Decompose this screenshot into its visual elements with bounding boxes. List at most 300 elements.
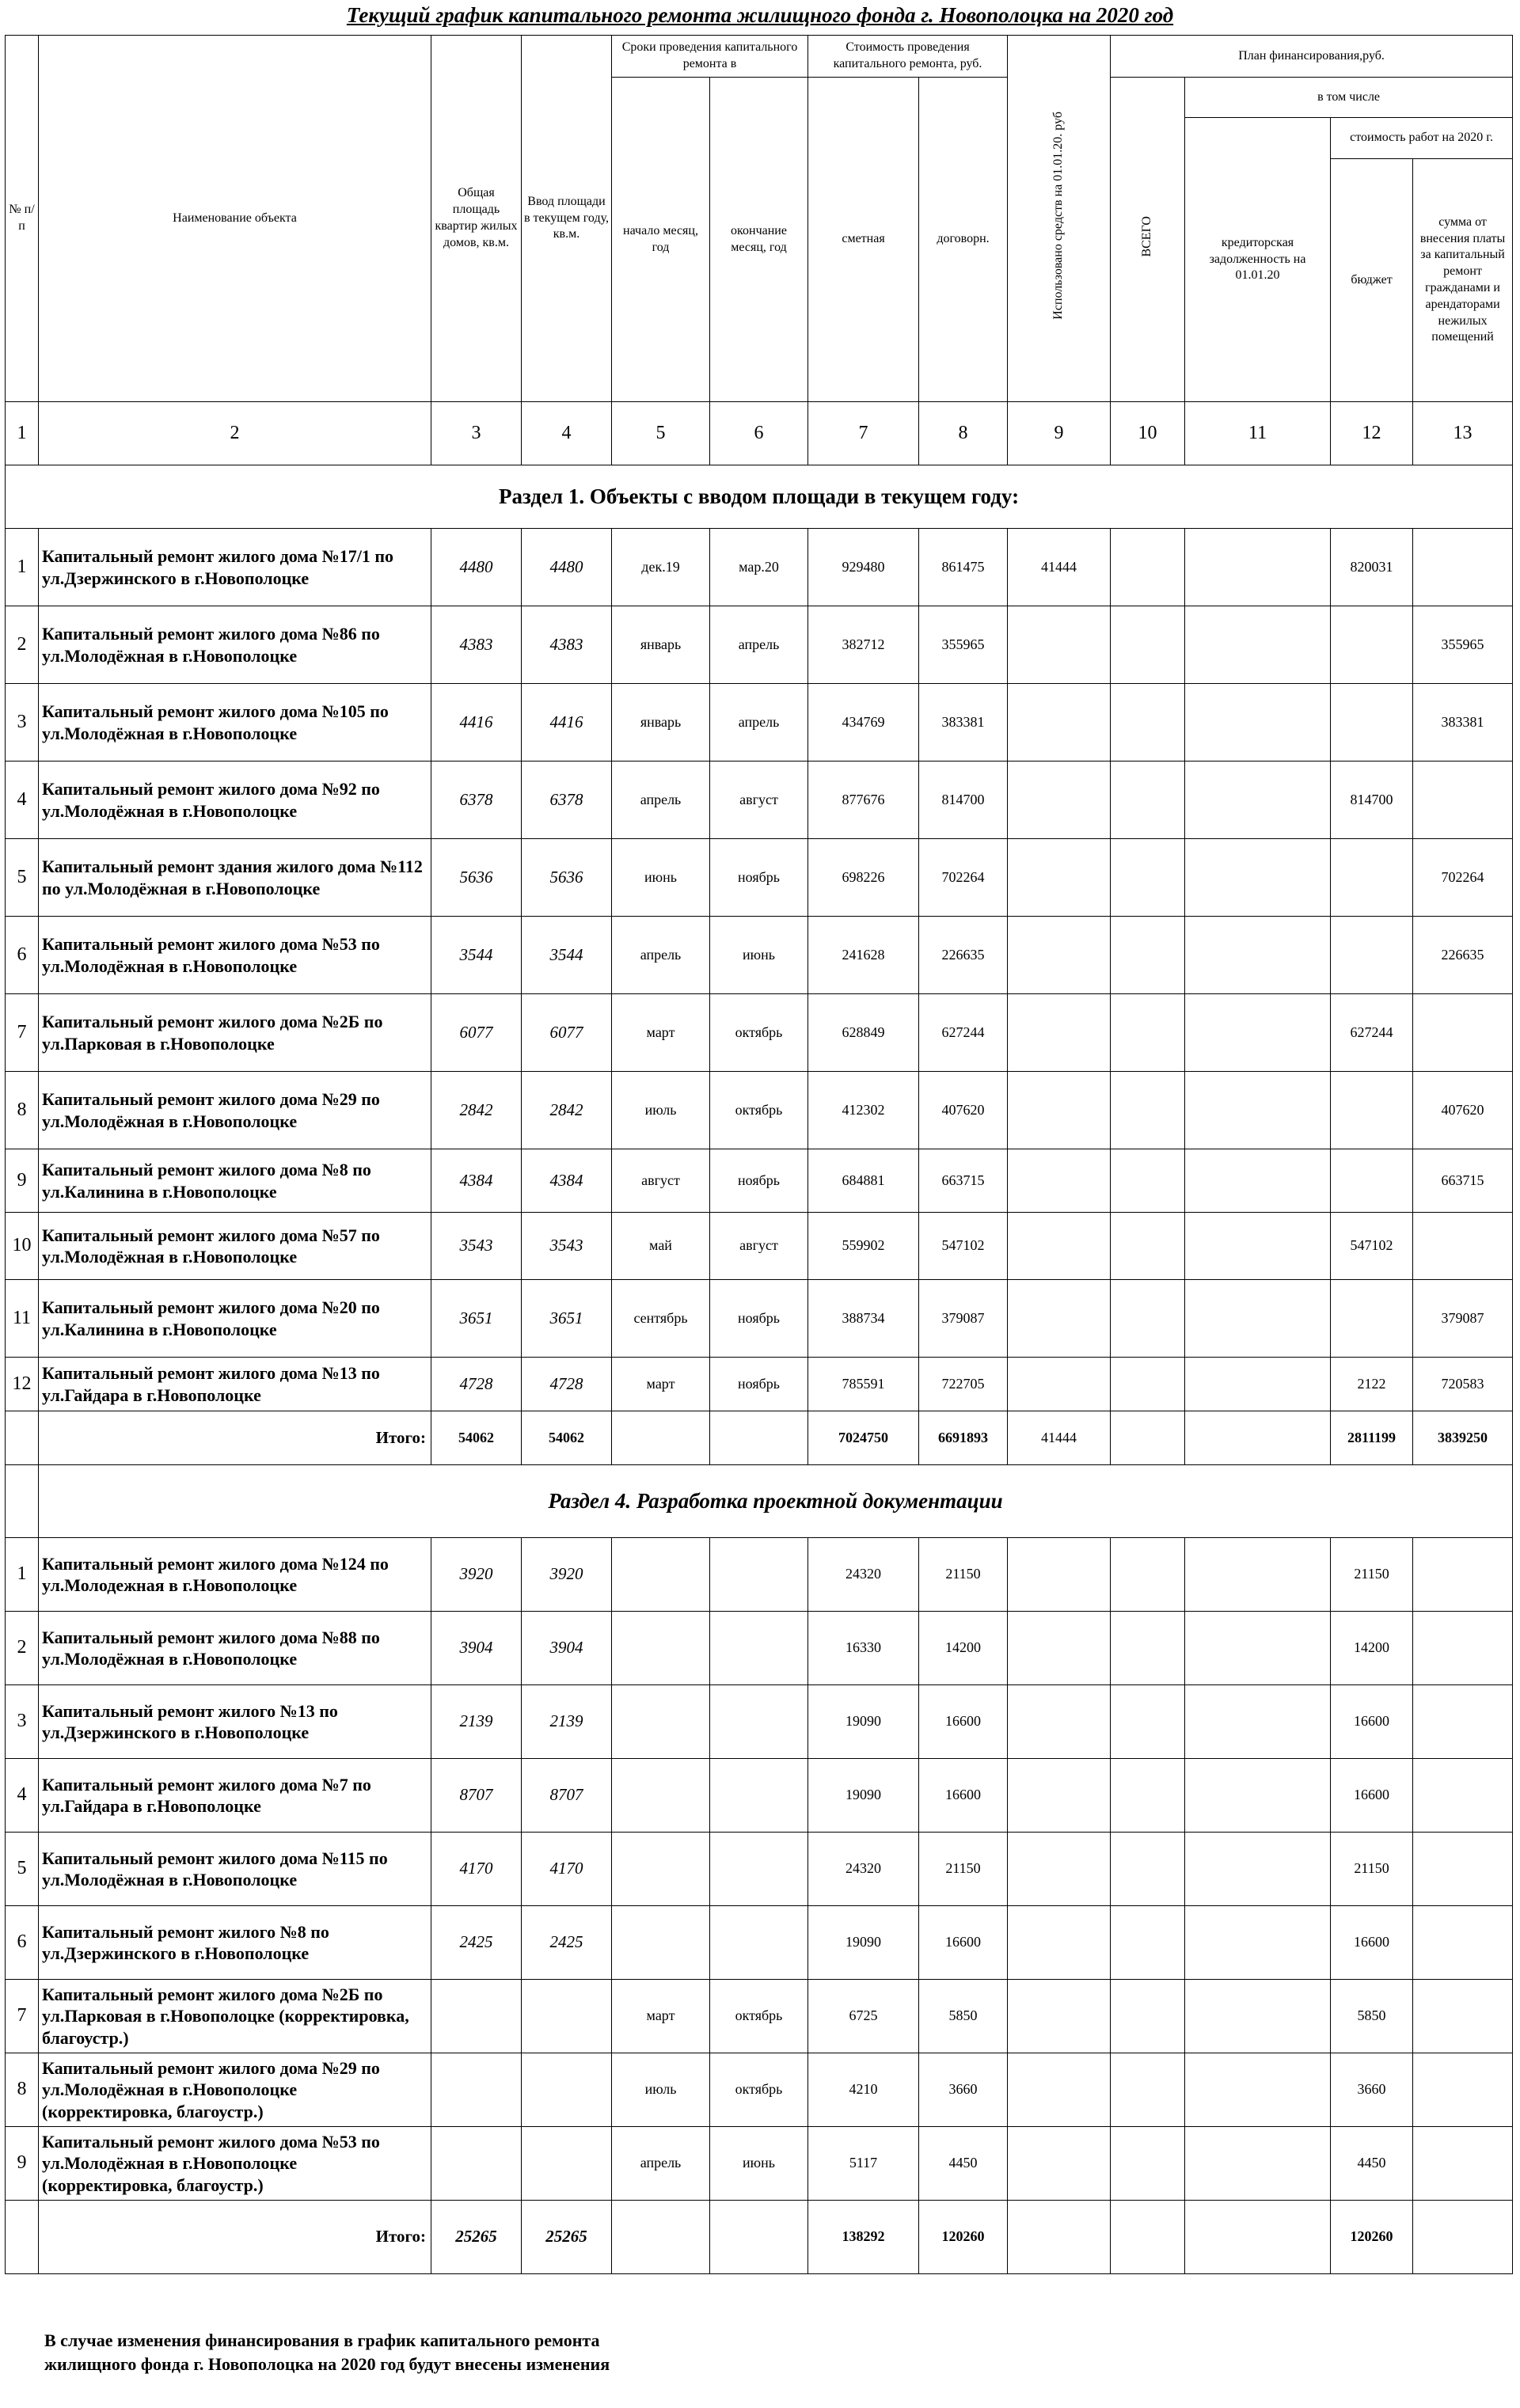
cell-citizens [1413, 1213, 1513, 1280]
cell-total [1111, 1685, 1185, 1759]
col-number: 3 [431, 402, 522, 465]
cell-budget: 547102 [1331, 1213, 1413, 1280]
cell-start: январь [612, 606, 710, 684]
header-budget: бюджет [1331, 159, 1413, 402]
table-row [6, 1980, 1513, 2053]
cell-end [710, 1685, 808, 1759]
cell-start [612, 1833, 710, 1906]
cell-input [522, 2053, 612, 2127]
cell-area: 3904 [431, 1612, 522, 1685]
cell-debt [1185, 606, 1331, 684]
table-row [6, 839, 1513, 917]
cell-start: апрель [612, 917, 710, 994]
header-plan: План финансирования,руб. [1111, 36, 1513, 78]
cell-name: Капитальный ремонт жилого дома №53 по ул.Молодёжная в г.Новополоцке (корректировка, благоустр.) [39, 2127, 431, 2201]
cell-citizens [1413, 2127, 1513, 2201]
cell-budget: 21150 [1331, 1833, 1413, 1906]
cell-n: 6 [6, 1906, 39, 1980]
cell-end [710, 1612, 808, 1685]
cell-citizens [1413, 1612, 1513, 1685]
cell-estimate: 6725 [808, 1980, 919, 2053]
footer-line-2: жилищного фонда г. Новополоцка на 2020 год будут внесены изменения [44, 2353, 610, 2374]
cell-n: 8 [6, 2053, 39, 2127]
cell-debt [1185, 1685, 1331, 1759]
cell-n: 2 [6, 1612, 39, 1685]
cell-area: 4480 [431, 529, 522, 606]
table-row [6, 1759, 1513, 1833]
totals-label: Итого: [39, 1411, 431, 1465]
cell-citizens [1413, 762, 1513, 839]
cell-used [1008, 1612, 1111, 1685]
header-area: Общая площадь квартир жилых домов, кв.м. [431, 36, 522, 402]
cell-end [710, 1759, 808, 1833]
cell-budget [1331, 1072, 1413, 1149]
cell-name: Капитальный ремонт жилого дома №105 по ул.Молодёжная в г.Новополоцке [39, 684, 431, 762]
cell-used [1008, 606, 1111, 684]
cell-debt [1185, 1906, 1331, 1980]
cell-total [1111, 1538, 1185, 1612]
table-row [6, 606, 1513, 684]
cell-name: Капитальный ремонт жилого дома №86 по ул.Молодёжная в г.Новополоцке [39, 606, 431, 684]
cell-debt [1185, 1612, 1331, 1685]
cell-contract: 702264 [919, 839, 1008, 917]
footer-line-1: В случае изменения финансирования в график капитального ремонта [44, 2330, 600, 2350]
cell-contract: 722705 [919, 1358, 1008, 1411]
cell-total [1111, 1906, 1185, 1980]
cell-start: январь [612, 684, 710, 762]
cell-used [1008, 762, 1111, 839]
cell-end: октябрь [710, 2053, 808, 2127]
totals-citizens: 3839250 [1413, 1411, 1513, 1465]
cell-contract: 379087 [919, 1280, 1008, 1358]
totals-end [710, 2201, 808, 2274]
cell-input: 3544 [522, 917, 612, 994]
header-cost2020: стоимость работ на 2020 г. [1331, 118, 1513, 159]
cell-name: Капитальный ремонт жилого дома №115 по ул.Молодёжная в г.Новополоцке [39, 1833, 431, 1906]
header-citizens: сумма от внесения платы за капитальный ремонт гражданами и арендаторами нежилых помещений [1413, 159, 1513, 402]
header-incl: в том числе [1185, 78, 1513, 118]
table-row [6, 684, 1513, 762]
cell-estimate: 698226 [808, 839, 919, 917]
cell-total [1111, 2053, 1185, 2127]
cell-total [1111, 917, 1185, 994]
cell-area: 2139 [431, 1685, 522, 1759]
cell-start: апрель [612, 2127, 710, 2201]
cell-budget [1331, 606, 1413, 684]
cell-citizens: 383381 [1413, 684, 1513, 762]
cell-citizens: 720583 [1413, 1358, 1513, 1411]
section-4-num-blank [6, 1465, 39, 1538]
table-row [6, 994, 1513, 1072]
cell-debt [1185, 2053, 1331, 2127]
table-row [6, 1358, 1513, 1411]
header-end: окончание месяц, год [710, 78, 808, 402]
cell-end: ноябрь [710, 1149, 808, 1213]
cell-area: 4728 [431, 1358, 522, 1411]
cell-citizens [1413, 1538, 1513, 1612]
totals-end [710, 1411, 808, 1465]
cell-total [1111, 2127, 1185, 2201]
cell-estimate: 559902 [808, 1213, 919, 1280]
totals-citizens [1413, 2201, 1513, 2274]
cell-estimate: 241628 [808, 917, 919, 994]
totals-debt [1185, 2201, 1331, 2274]
cell-estimate: 412302 [808, 1072, 919, 1149]
header-used: Использовано средств на 01.01.20. руб [1008, 36, 1111, 402]
cell-contract: 383381 [919, 684, 1008, 762]
cell-end: август [710, 1213, 808, 1280]
cell-estimate: 5117 [808, 2127, 919, 2201]
cell-contract: 547102 [919, 1213, 1008, 1280]
cell-citizens: 226635 [1413, 917, 1513, 994]
cell-budget: 820031 [1331, 529, 1413, 606]
cell-name: Капитальный ремонт жилого дома №29 по ул.Молодёжная в г.Новополоцке (корректировка, благоустр.) [39, 2053, 431, 2127]
cell-start: август [612, 1149, 710, 1213]
cell-contract: 16600 [919, 1906, 1008, 1980]
cell-used [1008, 994, 1111, 1072]
cell-used [1008, 1980, 1111, 2053]
cell-budget: 16600 [1331, 1759, 1413, 1833]
cell-estimate: 877676 [808, 762, 919, 839]
cell-start: июнь [612, 839, 710, 917]
cell-budget: 16600 [1331, 1685, 1413, 1759]
cell-contract: 5850 [919, 1980, 1008, 2053]
header-start: начало месяц, год [612, 78, 710, 402]
cell-total [1111, 762, 1185, 839]
cell-area: 4384 [431, 1149, 522, 1213]
cell-n: 9 [6, 1149, 39, 1213]
header-input: Ввод площади в текущем году, кв.м. [522, 36, 612, 402]
cell-budget: 16600 [1331, 1906, 1413, 1980]
cell-contract: 627244 [919, 994, 1008, 1072]
totals-input: 54062 [522, 1411, 612, 1465]
col-number: 6 [710, 402, 808, 465]
cell-area: 3920 [431, 1538, 522, 1612]
table-row [6, 529, 1513, 606]
cell-used [1008, 1072, 1111, 1149]
cell-total [1111, 1833, 1185, 1906]
cell-used [1008, 1833, 1111, 1906]
cell-estimate: 16330 [808, 1612, 919, 1685]
cell-name: Капитальный ремонт здания жилого дома №112 по ул.Молодёжная в г.Новополоцке [39, 839, 431, 917]
section-1-totals [6, 1411, 1513, 1465]
cell-name: Капитальный ремонт жилого дома №20 по ул.Калинина в г.Новополоцке [39, 1280, 431, 1358]
cell-estimate: 929480 [808, 529, 919, 606]
cell-name: Капитальный ремонт жилого дома №57 по ул.Молодёжная в г.Новополоцке [39, 1213, 431, 1280]
totals-total [1111, 2201, 1185, 2274]
cell-debt [1185, 2127, 1331, 2201]
cell-start [612, 1759, 710, 1833]
cell-end: октябрь [710, 1980, 808, 2053]
cell-debt [1185, 1759, 1331, 1833]
cell-input: 3543 [522, 1213, 612, 1280]
cell-debt [1185, 1072, 1331, 1149]
cell-budget: 14200 [1331, 1612, 1413, 1685]
totals-area: 54062 [431, 1411, 522, 1465]
cell-input [522, 2127, 612, 2201]
cell-debt [1185, 1358, 1331, 1411]
cell-contract: 407620 [919, 1072, 1008, 1149]
footer-note [44, 2329, 610, 2376]
cell-contract: 663715 [919, 1149, 1008, 1213]
totals-budget: 120260 [1331, 2201, 1413, 2274]
table-row [6, 1538, 1513, 1612]
cell-debt [1185, 994, 1331, 1072]
cell-debt [1185, 684, 1331, 762]
cell-n: 3 [6, 1685, 39, 1759]
cell-area: 4416 [431, 684, 522, 762]
cell-n: 1 [6, 1538, 39, 1612]
col-number: 9 [1008, 402, 1111, 465]
cell-end [710, 1906, 808, 1980]
cell-debt [1185, 1980, 1331, 2053]
cell-start: июль [612, 1072, 710, 1149]
table-row [6, 917, 1513, 994]
cell-input: 4170 [522, 1833, 612, 1906]
cell-name: Капитальный ремонт жилого дома №2Б по ул.Парковая в г.Новополоцке (корректировка, благоустр.) [39, 1980, 431, 2053]
cell-name: Капитальный ремонт жилого дома №124 по ул.Молодежная в г.Новополоцке [39, 1538, 431, 1612]
cell-total [1111, 606, 1185, 684]
cell-end: мар.20 [710, 529, 808, 606]
header-cost: Стоимость проведения капитального ремонта, руб. [808, 36, 1008, 78]
cell-name: Капитальный ремонт жилого дома №88 по ул.Молодёжная в г.Новополоцке [39, 1612, 431, 1685]
cell-name: Капитальный ремонт жилого дома №53 по ул.Молодёжная в г.Новополоцке [39, 917, 431, 994]
cell-budget: 4450 [1331, 2127, 1413, 2201]
cell-start [612, 1538, 710, 1612]
cell-citizens: 407620 [1413, 1072, 1513, 1149]
cell-input: 2139 [522, 1685, 612, 1759]
cell-contract: 14200 [919, 1612, 1008, 1685]
cell-n: 2 [6, 606, 39, 684]
totals-used: 41444 [1008, 1411, 1111, 1465]
cell-n: 9 [6, 2127, 39, 2201]
cell-citizens: 663715 [1413, 1149, 1513, 1213]
cell-start [612, 1685, 710, 1759]
cell-used [1008, 839, 1111, 917]
table-row [6, 1213, 1513, 1280]
cell-total [1111, 1072, 1185, 1149]
header-name: Наименование объекта [39, 36, 431, 402]
cell-area [431, 2127, 522, 2201]
cell-input: 3904 [522, 1612, 612, 1685]
cell-used [1008, 917, 1111, 994]
cell-end: август [710, 762, 808, 839]
cell-used [1008, 1149, 1111, 1213]
cell-name: Капитальный ремонт жилого дома №8 по ул.Калинина в г.Новополоцке [39, 1149, 431, 1213]
totals-estimate: 7024750 [808, 1411, 919, 1465]
table-row [6, 1280, 1513, 1358]
cell-debt [1185, 1833, 1331, 1906]
cell-n: 10 [6, 1213, 39, 1280]
totals-estimate: 138292 [808, 2201, 919, 2274]
cell-debt [1185, 917, 1331, 994]
cell-estimate: 388734 [808, 1280, 919, 1358]
cell-citizens: 702264 [1413, 839, 1513, 917]
cell-input: 6077 [522, 994, 612, 1072]
cell-total [1111, 1759, 1185, 1833]
col-number: 7 [808, 402, 919, 465]
cell-estimate: 684881 [808, 1149, 919, 1213]
cell-budget [1331, 1280, 1413, 1358]
table-row [6, 2127, 1513, 2201]
totals-label: Итого: [39, 2201, 431, 2274]
cell-area: 5636 [431, 839, 522, 917]
cell-n: 5 [6, 1833, 39, 1906]
cell-total [1111, 1213, 1185, 1280]
cell-end: июнь [710, 2127, 808, 2201]
cell-debt [1185, 529, 1331, 606]
cell-budget [1331, 839, 1413, 917]
cell-contract: 21150 [919, 1833, 1008, 1906]
table-row [6, 1149, 1513, 1213]
cell-end: октябрь [710, 1072, 808, 1149]
cell-debt [1185, 1280, 1331, 1358]
cell-area: 8707 [431, 1759, 522, 1833]
cell-n: 3 [6, 684, 39, 762]
cell-n: 7 [6, 1980, 39, 2053]
col-number: 12 [1331, 402, 1413, 465]
cell-debt [1185, 839, 1331, 917]
cell-name: Капитальный ремонт жилого дома №13 по ул.Гайдара в г.Новополоцке [39, 1358, 431, 1411]
cell-end: ноябрь [710, 1358, 808, 1411]
table-row [6, 1685, 1513, 1759]
cell-input: 4384 [522, 1149, 612, 1213]
cell-input: 3651 [522, 1280, 612, 1358]
cell-area: 4170 [431, 1833, 522, 1906]
totals-contract: 120260 [919, 2201, 1008, 2274]
cell-total [1111, 839, 1185, 917]
cell-used: 41444 [1008, 529, 1111, 606]
cell-n: 6 [6, 917, 39, 994]
cell-total [1111, 529, 1185, 606]
cell-contract: 4450 [919, 2127, 1008, 2201]
repair-schedule-table [5, 35, 1513, 2274]
header-terms: Сроки проведения капитального ремонта в [612, 36, 808, 78]
cell-used [1008, 1358, 1111, 1411]
col-number: 2 [39, 402, 431, 465]
cell-n: 4 [6, 762, 39, 839]
cell-end: июнь [710, 917, 808, 994]
cell-input: 5636 [522, 839, 612, 917]
cell-end: апрель [710, 684, 808, 762]
cell-name: Капитальный ремонт жилого №13 по ул.Дзержинского в г.Новополоцке [39, 1685, 431, 1759]
header-total: ВСЕГО [1111, 78, 1185, 402]
cell-total [1111, 1612, 1185, 1685]
cell-area: 2842 [431, 1072, 522, 1149]
cell-used [1008, 1538, 1111, 1612]
cell-debt [1185, 1538, 1331, 1612]
totals-area: 25265 [431, 2201, 522, 2274]
cell-budget [1331, 917, 1413, 994]
table-row [6, 1833, 1513, 1906]
cell-end: апрель [710, 606, 808, 684]
cell-input: 3920 [522, 1538, 612, 1612]
cell-name: Капитальный ремонт жилого дома №92 по ул.Молодёжная в г.Новополоцке [39, 762, 431, 839]
cell-citizens [1413, 1685, 1513, 1759]
cell-n: 5 [6, 839, 39, 917]
cell-citizens [1413, 1906, 1513, 1980]
cell-estimate: 382712 [808, 606, 919, 684]
cell-used [1008, 2127, 1111, 2201]
cell-estimate: 19090 [808, 1759, 919, 1833]
table-row [6, 762, 1513, 839]
cell-n: 12 [6, 1358, 39, 1411]
cell-start: июль [612, 2053, 710, 2127]
cell-start: апрель [612, 762, 710, 839]
cell-n: 4 [6, 1759, 39, 1833]
cell-area [431, 2053, 522, 2127]
cell-area: 3544 [431, 917, 522, 994]
col-number: 10 [1111, 402, 1185, 465]
cell-citizens [1413, 2053, 1513, 2127]
cell-area: 3543 [431, 1213, 522, 1280]
cell-n: 7 [6, 994, 39, 1072]
cell-total [1111, 1980, 1185, 2053]
cell-area: 4383 [431, 606, 522, 684]
cell-name: Капитальный ремонт жилого №8 по ул.Дзержинского в г.Новополоцке [39, 1906, 431, 1980]
section-4-totals [6, 2201, 1513, 2274]
cell-used [1008, 1280, 1111, 1358]
cell-total [1111, 994, 1185, 1072]
cell-start: март [612, 1358, 710, 1411]
cell-n: 1 [6, 529, 39, 606]
cell-start [612, 1612, 710, 1685]
cell-start: май [612, 1213, 710, 1280]
cell-debt [1185, 1213, 1331, 1280]
totals-used [1008, 2201, 1111, 2274]
cell-citizens: 355965 [1413, 606, 1513, 684]
cell-estimate: 24320 [808, 1538, 919, 1612]
cell-total [1111, 684, 1185, 762]
cell-input: 2425 [522, 1906, 612, 1980]
cell-used [1008, 1685, 1111, 1759]
cell-citizens [1413, 1833, 1513, 1906]
table-row [6, 2053, 1513, 2127]
cell-area: 6077 [431, 994, 522, 1072]
cell-area: 3651 [431, 1280, 522, 1358]
cell-name: Капитальный ремонт жилого дома №7 по ул.Гайдара в г.Новополоцке [39, 1759, 431, 1833]
cell-start [612, 1906, 710, 1980]
cell-estimate: 4210 [808, 2053, 919, 2127]
cell-citizens [1413, 1759, 1513, 1833]
header-num: № п/п [6, 36, 39, 402]
cell-input: 4728 [522, 1358, 612, 1411]
cell-estimate: 434769 [808, 684, 919, 762]
cell-contract: 861475 [919, 529, 1008, 606]
cell-citizens [1413, 1980, 1513, 2053]
cell-end: ноябрь [710, 1280, 808, 1358]
cell-estimate: 19090 [808, 1685, 919, 1759]
cell-end: октябрь [710, 994, 808, 1072]
totals-debt [1185, 1411, 1331, 1465]
cell-citizens [1413, 529, 1513, 606]
cell-start: март [612, 994, 710, 1072]
cell-used [1008, 1213, 1111, 1280]
cell-input: 6378 [522, 762, 612, 839]
cell-input [522, 1980, 612, 2053]
cell-contract: 814700 [919, 762, 1008, 839]
totals-budget: 2811199 [1331, 1411, 1413, 1465]
cell-estimate: 785591 [808, 1358, 919, 1411]
cell-contract: 21150 [919, 1538, 1008, 1612]
cell-area: 6378 [431, 762, 522, 839]
cell-contract: 16600 [919, 1759, 1008, 1833]
table-row [6, 1072, 1513, 1149]
cell-budget [1331, 1149, 1413, 1213]
totals-total [1111, 1411, 1185, 1465]
cell-used [1008, 684, 1111, 762]
cell-end [710, 1833, 808, 1906]
